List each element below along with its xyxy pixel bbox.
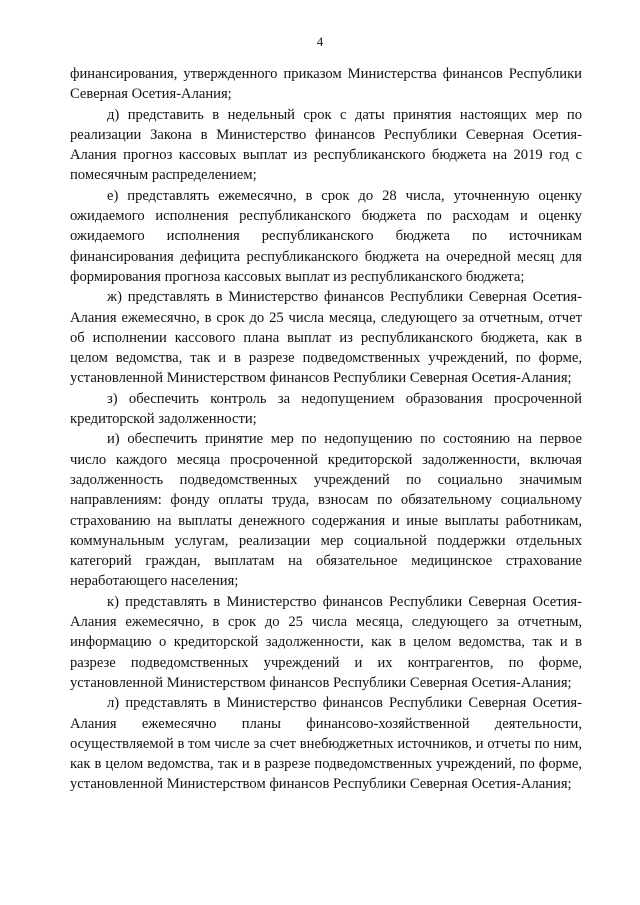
paragraph-item-l: л) представлять в Министерство финансов Республики Северная Осетия-Алания ежемесячно планы финансово-хозяйственной деятельности, осуществляемой в том числе за счет внебюджетных источников, и отчеты по ним, как в целом ведомства, так и в разрезе подведомственных учреждений, по форме, установленной Министерством финансов Республики Северная Осетия-Алания; (70, 695, 582, 793)
paragraph-continuation: финансирования, утвержденного приказом Министерства финансов Республики Северная Осетия-Алания; (70, 66, 582, 103)
page-number: 4 (316, 34, 324, 49)
paragraph-item-z: з) обеспечить контроль за недопущением образования просроченной кредиторской задолженности; (70, 390, 582, 428)
document-body (70, 64, 582, 795)
paragraph-item-zh: ж) представлять в Министерство финансов Республики Северная Осетия-Алания ежемесячно, в срок до 25 числа месяца, следующего за отчетным, отчет об исполнении кассового плана выплат из республиканского бюджета, как в целом ведомства, так и в разрезе подведомственных учреждений, по форме, установленной Министерством финансов Республики Северная Осетия-Алания; (70, 289, 582, 387)
paragraph-item-d: д) представить в недельный срок с даты принятия настоящих мер по реализации Закона в Министерство финансов Республики Северная Осетия-Алания прогноз кассовых выплат из республиканского бюджета на 2019 год с помесячным распределением; (70, 106, 582, 184)
paragraph-item-i: и) обеспечить принятие мер по недопущению по состоянию на первое число каждого месяца просроченной кредиторской задолженности, включая задолженность подведомственных учреждений по социально значимым направлениям: фонду оплаты труда, взносам по обязательному социальному страхованию на выплаты денежного содержания и иные выплаты работникам, коммунальным услугам, реализации мер социальной поддержки отдельных категорий граждан, выплатам на обязательное медицинское страхование неработающего населения; (70, 431, 582, 590)
paragraph-item-e: е) представлять ежемесячно, в срок до 28 числа, уточненную оценку ожидаемого исполнения республиканского бюджета по расходам и оценку ожидаемого исполнения республиканского бюджета по источникам финансирования дефицита республиканского бюджета на очередной месяц для формирования прогноза кассовых выплат из республиканского бюджета; (70, 187, 582, 285)
paragraph-item-k: к) представлять в Министерство финансов Республики Северная Осетия-Алания ежемесячно, в срок до 25 числа месяца, следующего за отчетным, информацию о кредиторской задолженности, как в целом ведомства, так и в разрезе подведомственных учреждений и их контрагентов, по форме, установленной Министерством финансов Республики Северная Осетия-Алания; (70, 593, 582, 691)
